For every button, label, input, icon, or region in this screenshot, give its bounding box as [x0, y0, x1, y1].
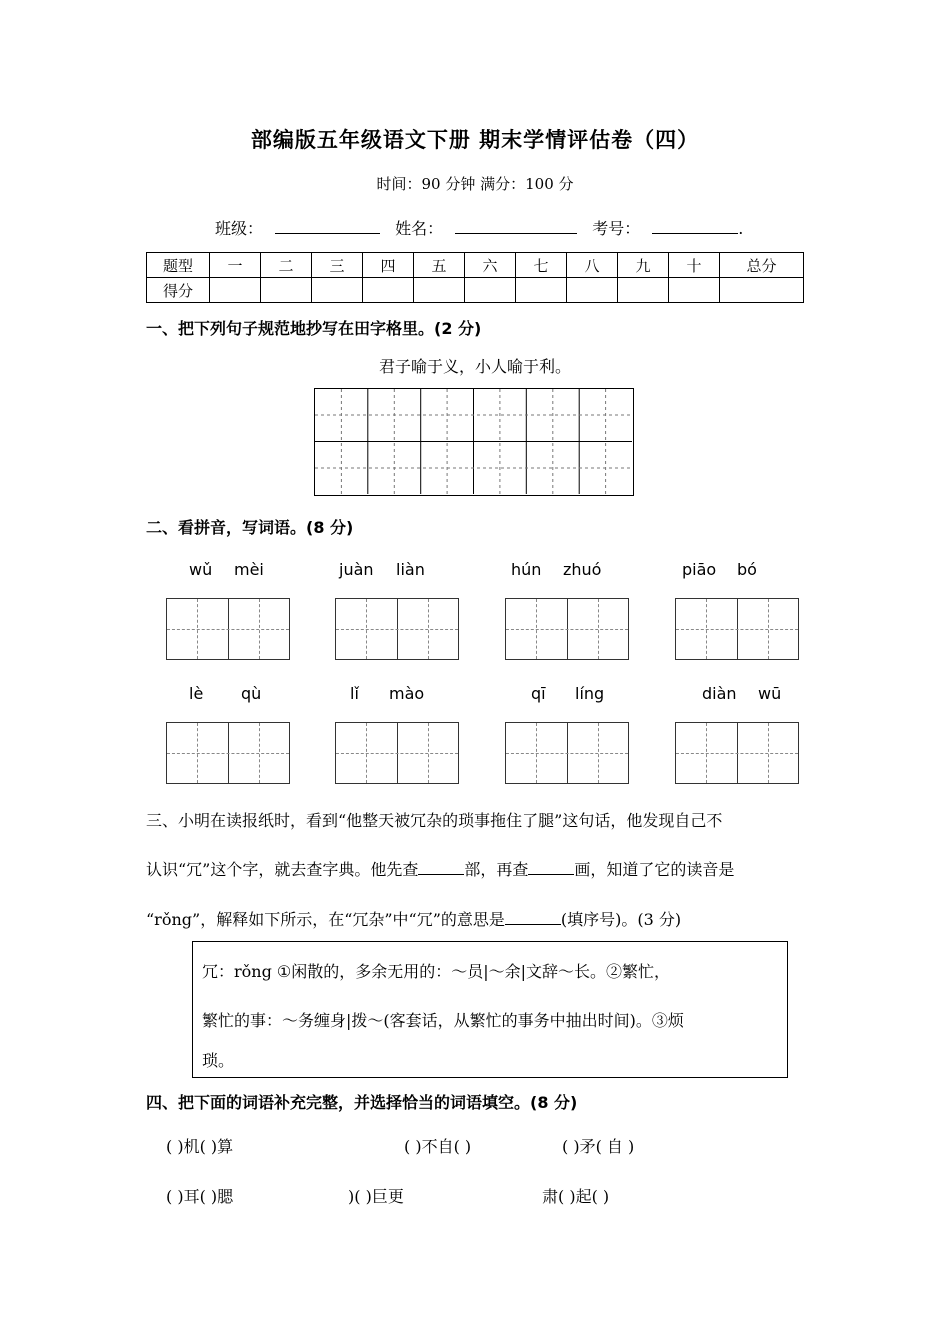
word-box-3[interactable] [505, 598, 629, 660]
word-box-4[interactable] [675, 598, 799, 660]
pinyin-2b: liàn [396, 560, 425, 579]
section3-line2-part-c: 画，知道了它的读音是 [574, 860, 735, 879]
pinyin-1b: mèi [234, 560, 264, 579]
copy-sentence: 君子喻于义，小人喻于利。 [378, 357, 571, 376]
tianzige-grid[interactable] [314, 388, 634, 496]
score-header-cell: 七 [516, 253, 567, 278]
pinyin-4b: bó [737, 560, 757, 579]
section2-heading: 二、看拼音，写词语。(8 分) [146, 518, 354, 537]
dictionary-line-3: 琐。 [202, 1051, 235, 1070]
score-header-cell: 六 [465, 253, 516, 278]
score-cell[interactable] [567, 278, 618, 303]
idiom-fill-6[interactable]: 肃( )起( ) [542, 1187, 610, 1206]
pinyin-7b: líng [575, 684, 605, 703]
pinyin-1a: wǔ [189, 560, 213, 579]
pinyin-2a: juàn [339, 560, 374, 579]
section3-line3-part-a: “rǒng”，解释如下所示，在“冗杂”中“冗”的意思是 [146, 910, 505, 929]
dictionary-line-2: 繁忙的事：～务缠身|拨～(客套话，从繁忙的事务中抽出时间)。③烦 [202, 1011, 684, 1030]
name-field[interactable] [455, 219, 577, 234]
radical-blank[interactable] [418, 860, 464, 875]
pinyin-5b: qù [241, 684, 262, 703]
idiom-fill-5[interactable]: )( )巨更 [348, 1187, 404, 1206]
pinyin-3a: hún [511, 560, 542, 579]
section3-line2-part-b: 部，再查 [464, 860, 529, 879]
score-header-cell: 十 [669, 253, 720, 278]
page-title: 部编版五年级语文下册 期末学情评估卷（四） [250, 128, 700, 152]
score-cell[interactable] [414, 278, 465, 303]
score-cell[interactable] [516, 278, 567, 303]
pinyin-5a: lè [189, 684, 204, 703]
score-header-cell: 四 [363, 253, 414, 278]
section3-line2-part-a: 认识“冗”这个字，就去查字典。他先查 [146, 860, 419, 879]
score-cell[interactable] [210, 278, 261, 303]
class-field[interactable] [275, 219, 380, 234]
score-header-cell: 三 [312, 253, 363, 278]
score-table [146, 252, 804, 303]
score-header-cell: 一 [210, 253, 261, 278]
score-cell[interactable] [312, 278, 363, 303]
word-box-7[interactable] [505, 722, 629, 784]
dictionary-line-1: 冗：rǒng ①闲散的，多余无用的：～员|～余|文辞～长。②繁忙， [202, 962, 671, 981]
score-cell[interactable] [669, 278, 720, 303]
meaning-blank[interactable] [505, 910, 561, 925]
section3-line2 [146, 857, 734, 880]
class-label: 班级： [215, 219, 264, 238]
info-end: . [738, 219, 744, 238]
idiom-fill-1[interactable]: ( )机( )算 [166, 1137, 234, 1156]
exam-subtitle: 时间：90 分钟 满分：100 分 [376, 175, 574, 193]
pinyin-6b: mào [389, 684, 425, 703]
student-info [215, 216, 743, 239]
score-cell[interactable] [618, 278, 669, 303]
score-header-cell: 二 [261, 253, 312, 278]
word-box-2[interactable] [335, 598, 459, 660]
pinyin-8a: diàn [702, 684, 737, 703]
word-box-8[interactable] [675, 722, 799, 784]
idiom-fill-3[interactable]: ( )矛( 自 ) [562, 1137, 635, 1156]
pinyin-6a: lǐ [350, 684, 359, 703]
score-header-cell: 五 [414, 253, 465, 278]
idiom-fill-4[interactable]: ( )耳( )腮 [166, 1187, 234, 1206]
word-box-6[interactable] [335, 722, 459, 784]
score-cell[interactable] [261, 278, 312, 303]
pinyin-7a: qī [531, 684, 546, 703]
word-box-1[interactable] [166, 598, 290, 660]
score-cell[interactable] [720, 278, 804, 303]
section3-line1: 三、小明在读报纸时，看到“他整天被冗杂的琐事拖住了腿”这句话，他发现自己不 [146, 811, 723, 830]
dictionary-entry-box [192, 941, 788, 1078]
score-header-cell: 九 [618, 253, 669, 278]
score-header-cell: 题型 [147, 253, 210, 278]
pinyin-4a: piāo [682, 560, 717, 579]
pinyin-3b: zhuó [563, 560, 602, 579]
tianzige-grid-lines [315, 389, 632, 494]
section1-heading: 一、把下列句子规范地抄写在田字格里。(2 分) [146, 319, 482, 338]
stroke-count-blank[interactable] [528, 860, 574, 875]
score-cell[interactable] [363, 278, 414, 303]
score-table-score-row [147, 278, 804, 303]
idiom-fill-2[interactable]: ( )不自( ) [404, 1137, 472, 1156]
pinyin-8b: wū [758, 684, 782, 703]
score-table-header-row [147, 253, 804, 278]
section4-heading: 四、把下面的词语补充完整，并选择恰当的词语填空。(8 分) [146, 1093, 578, 1112]
section3-line3-part-b: (填序号)。(3 分) [560, 910, 682, 929]
score-row-label: 得分 [147, 278, 210, 303]
number-label: 考号： [592, 219, 641, 238]
word-box-5[interactable] [166, 722, 290, 784]
name-label: 姓名： [395, 219, 444, 238]
score-header-cell: 八 [567, 253, 618, 278]
score-header-cell: 总分 [720, 253, 804, 278]
number-field[interactable] [652, 219, 738, 234]
score-cell[interactable] [465, 278, 516, 303]
section3-line3 [146, 907, 681, 930]
